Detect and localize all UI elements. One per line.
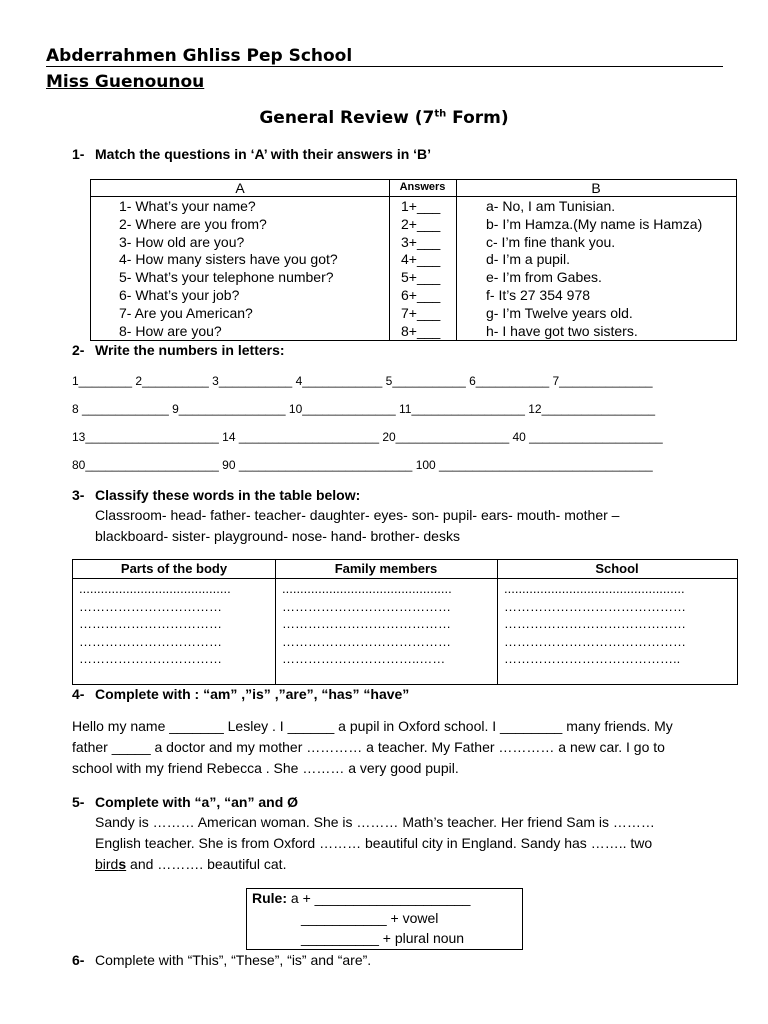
family-answer-lines: ............................................... ………………………………… ………………………………… ………………………………… …………………………..……	[282, 581, 452, 667]
paragraph-line: school with my friend Rebecca . She ……… a very good pupil.	[72, 760, 459, 776]
column-body-header: Parts of the body	[120, 561, 228, 576]
question-item: 7- Are you American?	[119, 304, 253, 321]
question-item: 1- What’s your name?	[119, 198, 256, 214]
school-answer-lines: .................................................. …………………………………… …………………………………… …………………………………… …………………………………..	[504, 581, 686, 667]
question-item: 6- What’s your job?	[119, 286, 240, 303]
option-item: b- I’m Hamza.(My name is Hamza)	[486, 215, 703, 232]
paragraph-4	[72, 716, 673, 779]
option-item: f- It’s 27 354 978	[486, 286, 591, 303]
paragraph-line: English teacher. She is from Oxford ……… beautiful city in England. Sandy has …….. two	[95, 835, 653, 851]
answers-header: Answers	[399, 181, 446, 193]
numbers-row: 13____________________ 14 _____________________ 20_________________ 40 ____________________	[72, 430, 663, 444]
classify-table	[72, 559, 738, 685]
answer-blank: 7+___	[401, 304, 441, 321]
answer-blank: 8+___	[401, 322, 441, 339]
question-2-heading: 2- Write the numbers in letters:	[72, 342, 285, 358]
paragraph-line: father _____ a doctor and my mother ………… a teacher. My Father ………… a new car. I go to	[72, 739, 665, 755]
option-item: d- I’m a pupil.	[486, 251, 571, 268]
page-title: General Review (7th Form)	[259, 108, 509, 128]
question-item: 2- Where are you from?	[119, 215, 267, 232]
options-list	[486, 198, 702, 340]
question-1-heading: 1- Match the questions in ‘A’ with their answers in ‘B’	[72, 146, 432, 162]
rule-line: a + ____________________	[287, 890, 471, 906]
teacher-name: Miss Guenounou	[46, 72, 205, 92]
rule-box	[246, 888, 523, 950]
matching-table	[90, 179, 737, 341]
paragraph-5	[95, 812, 655, 875]
word-list-line: blackboard- sister- playground- nose- hand- brother- desks	[95, 528, 460, 544]
question-6-heading: 6- Complete with “This”, “These”, “is” and “are”.	[72, 952, 372, 968]
paragraph-line: Sandy is ……… American woman. She is ……… Math’s teacher. Her friend Sam is ………	[95, 814, 655, 830]
option-item: c- I’m fine thank you.	[486, 233, 616, 250]
rule-line: ___________ + vowel	[301, 910, 439, 926]
word-list-line: Classroom- head- father- teacher- daughter- eyes- son- pupil- ears- mouth- mother –	[95, 507, 620, 523]
option-item: h- I have got two sisters.	[486, 322, 638, 339]
numbers-row: 8 _____________ 9________________ 10______________ 11_________________ 12_________________	[72, 402, 656, 416]
question-item: 4- How many sisters have you got?	[119, 251, 338, 268]
school-name: Abderrahmen Ghliss Pep School	[46, 46, 723, 67]
question-item: 8- How are you?	[119, 322, 222, 339]
numbers-row: 80____________________ 90 __________________________ 100 ________________________________	[72, 458, 653, 472]
answer-blank: 5+___	[401, 269, 441, 286]
question-4-heading: 4- Complete with : “am” ,”is” ,”are”, “has” “have”	[72, 686, 410, 702]
answer-blank: 4+___	[401, 251, 441, 268]
answer-blank: 1+___	[401, 198, 441, 214]
answer-blank: 6+___	[401, 286, 441, 303]
questions-list	[119, 198, 338, 340]
column-a-header: A	[235, 180, 245, 196]
answer-blank: 2+___	[401, 215, 441, 232]
option-item: e- I’m from Gabes.	[486, 269, 602, 286]
option-item: a- No, I am Tunisian.	[486, 198, 616, 214]
column-b-header: B	[591, 180, 601, 196]
rule-label: Rule:	[252, 890, 287, 906]
question-item: 3- How old are you?	[119, 233, 245, 250]
question-3-heading: 3- Classify these words in the table below:	[72, 487, 361, 503]
question-5-heading: 5- Complete with “a”, “an” and Ø	[72, 794, 299, 810]
column-family-header: Family members	[334, 561, 438, 576]
option-item: g- I’m Twelve years old.	[486, 304, 633, 321]
paragraph-line: Hello my name _______ Lesley . I ______ a pupil in Oxford school. I ________ many friends. My	[72, 718, 673, 734]
answers-list	[401, 198, 440, 340]
column-school-header: School	[595, 561, 639, 576]
numbers-row: 1________ 2__________ 3___________ 4____________ 5___________ 6___________ 7______________	[72, 374, 653, 388]
body-answer-lines: .......................................... …………………………… …………………………… …………………………… ……………………………	[79, 581, 231, 667]
rule-line: __________ + plural noun	[301, 930, 465, 946]
answer-blank: 3+___	[401, 233, 441, 250]
question-item: 5- What’s your telephone number?	[119, 269, 334, 286]
paragraph-line: birds and ………. beautiful cat.	[95, 856, 287, 872]
